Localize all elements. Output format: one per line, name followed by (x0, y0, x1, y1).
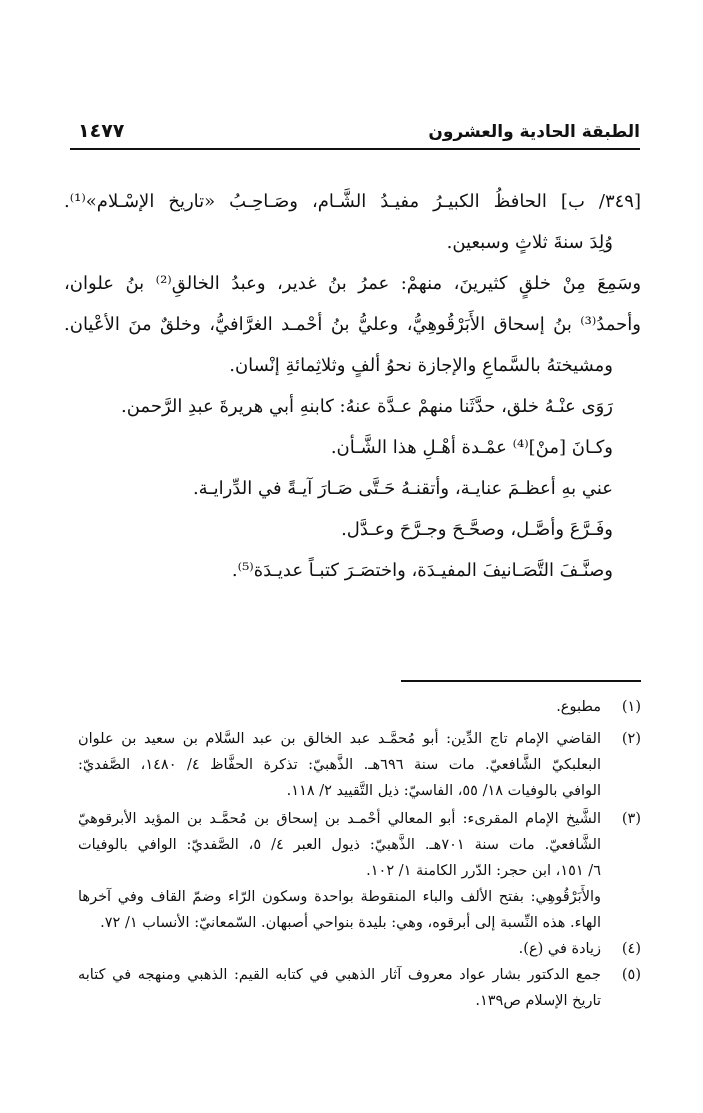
body-line: وصنَّـفَ التَّصَـانيفَ المفيـدَة، واختصَـرَ كتبـاً عديـدَة⁽⁵⁾. (231, 560, 613, 581)
footnote-line: الوافي بالوفيات ١٨/ ٥٥، الفاسيّ: ذيل التَّقييد ٢/ ١١٨. (286, 783, 601, 799)
footnote-3 (78, 806, 641, 884)
footnote-line: زيادة في (ع). (518, 941, 601, 957)
body-line: عني بهِ أعظـمَ عنايـة، وأتقنـهُ حَـتَّى صَـارَ آيـةً في الدِّرايـة. (192, 478, 613, 499)
body-line: ومشيختهُ بالسَّماعِ والإجازة نحوُ ألفٍ وثلاثِمائةِ إنْسان. (229, 355, 613, 376)
body-line: وفَـرَّعَ وأصَّـل، وصحَّـحَ وجـرَّحَ وعـدَّل. (341, 519, 613, 540)
footnote-line: جمع الدكتور بشار عواد معروف آثار الذهبي في كتابه القيم: الذهبي ومنهجه في كتابه (78, 967, 601, 983)
body-line: وُلِدَ سنةَ ثلاثٍ وسبعين. (446, 232, 613, 253)
body-line: وكـانَ [منْ]⁽⁴⁾ عمْـدة أهْـلِ هذا الشَّـأن. (330, 437, 613, 458)
footnote-number: (٣) (621, 811, 641, 827)
header-rule (70, 148, 640, 150)
footnote-1 (78, 694, 641, 720)
footnote-line: والأَبَرْقُوهِي: بفتح الألف والباء المنقوطة بواحدة وسكون الرّاء وضمّ القاف وفي آخرها (78, 889, 601, 905)
footnote-line: ٦/ ١٥١، ابن حجر: الدّرر الكامنة ١/ ١٠٢. (366, 863, 601, 879)
footnote-number: (٤) (621, 941, 641, 957)
footnote-line: تاريخ الإسلام ص١٣٩. (475, 993, 601, 1009)
page-number: ١٤٧٧ (78, 120, 125, 142)
footnote-number: (٥) (621, 967, 641, 983)
footnote-line: الشَّافعيّ. مات سنة ٧٠١هـ. الذَّهبيّ: ذيول العبر ٤/ ٥، الصَّفديّ: الوافي بالوفيات (78, 837, 602, 853)
body-line: وسَمِعَ مِنْ خلقٍ كثيرينَ، منهمْ: عمرُ بنُ غدير، وعبدُ الخالقِ⁽²⁾ بنُ علوان، (64, 273, 642, 294)
body-line: رَوَى عنْـهُ خلق، حدَّثَنا منهمْ عـدَّة عنهُ: كابنهِ أبي هريرةَ عبدِ الرَّحمن. (121, 396, 613, 417)
body-line: [٣٤٩/ ب] الحافظُ الكبيـرُ مفيـدُ الشَّـام، وصَـاحِـبُ «تاريخ الإسْـلام»⁽¹⁾. (64, 191, 641, 212)
footnote-line: الهاء. هذه النِّسبة إلى أبرقوه، وهي: بليدة بنواحي أصبهان. السّمعانيّ: الأنساب ١/ ٧٢. (100, 915, 601, 931)
footnotes (78, 694, 641, 1014)
footnote-line: القاضي الإمام تاج الدِّين: أبو مُحمَّـد عبد الخالق بن عبد السَّلام بن سعيد بن علوان (78, 731, 601, 747)
footnote-number: (٢) (621, 731, 641, 747)
running-title: الطبقة الحادية والعشرون (428, 122, 640, 142)
footnote-3-continuation (78, 884, 641, 936)
footnote-2 (78, 726, 641, 804)
main-text (64, 192, 641, 581)
footnote-line: البعلبكيّ الشَّافعيّ. مات سنة ٦٩٦هـ. الذَّهبيّ: تذكرة الحفَّاظ ٤/ ١٤٨٠، الصَّفديّ: (78, 757, 602, 773)
footnote-4 (78, 936, 641, 962)
footnote-number: (١) (621, 699, 641, 715)
footnote-line: الشَّيخ الإمام المقرىء: أبو المعالي أحْمـد بن إسحاق بن مُحمَّـد بن المؤيد الأبرقوهيّ (78, 811, 601, 827)
footnote-rule (401, 680, 641, 682)
footnote-5 (78, 962, 641, 1014)
footnote-line: مطبوع. (556, 699, 601, 715)
body-line: وأحمدُ⁽³⁾ بنُ إسحاق الأَبَرْقُوهِيُّ، وعليُّ بنُ أحْمـد الغرَّافيُّ، وخلقٌ منَ الأعْيان. (64, 314, 641, 335)
running-header (78, 112, 640, 142)
